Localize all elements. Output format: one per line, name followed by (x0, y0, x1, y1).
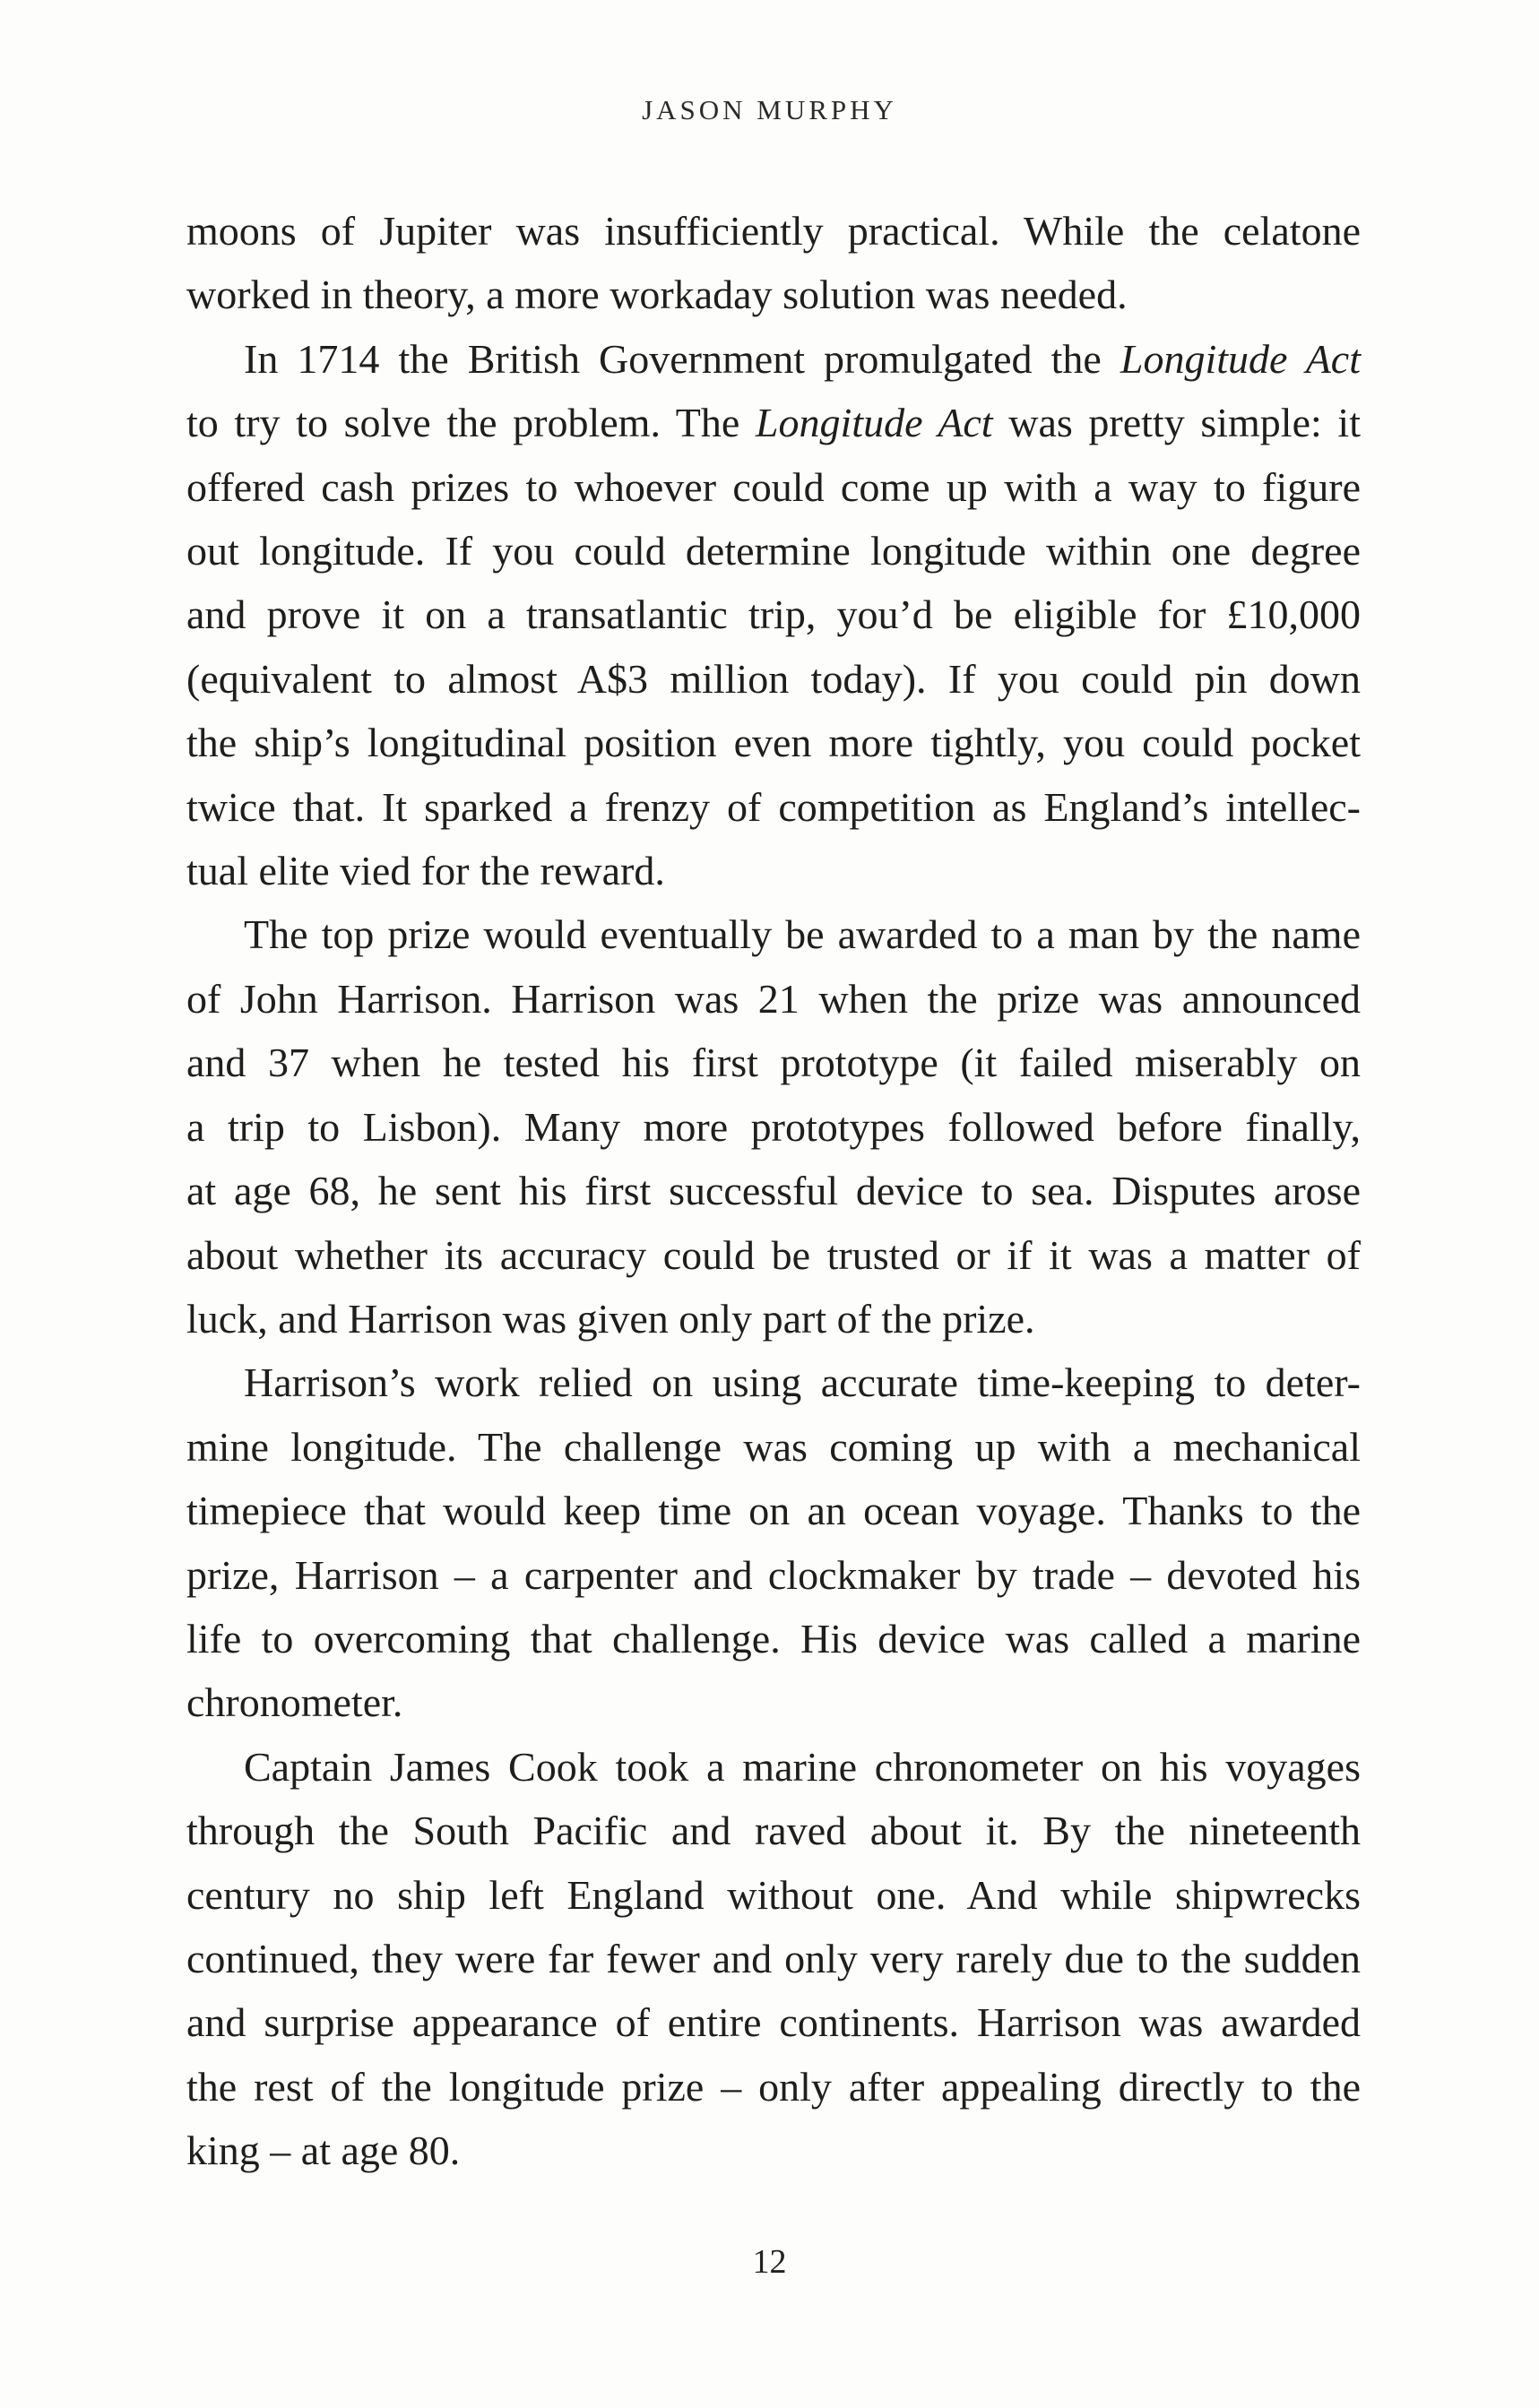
text-line: chronometer. (186, 1679, 403, 1726)
text-line: tual elite vied for the reward. (186, 848, 665, 894)
text-line (186, 327, 1361, 391)
text-line: worked in theory, a more workaday solution was needed. (186, 272, 1128, 318)
text-line: century no ship left England without one. And while shipwrecks (186, 1871, 1361, 1918)
text-line: Harrison’s work relied on using accurate time-keeping to deter- (244, 1359, 1361, 1406)
text-line: at age 68, he sent his first successful device to sea. Disputes arose (186, 1168, 1361, 1214)
text-line: king – at age 80. (186, 2127, 461, 2174)
text-line: and prove it on a transatlantic trip, you’d be eligible for £10,000 (186, 591, 1361, 638)
text-run: was pretty simple: it (992, 400, 1361, 446)
italic-title: Longitude Act (755, 400, 993, 446)
text-line: continued, they were far fewer and only very rarely due to the sudden (186, 1935, 1361, 1981)
page-number: 12 (752, 2243, 787, 2281)
text-line: The top prize would eventually be awarded to a man by the name (244, 911, 1361, 958)
text-line: prize, Harrison – a carpenter and clockmaker by trade – devoted his (186, 1551, 1361, 1598)
text-line: twice that. It sparked a frenzy of competition as England’s intellec- (186, 783, 1361, 830)
text-line: and surprise appearance of entire continents. Harrison was awarded (186, 1999, 1361, 2046)
text-line: through the South Pacific and raved about it. By the nineteenth (186, 1808, 1361, 1854)
body-text (186, 199, 1361, 2183)
text-line: and 37 when he tested his first prototype (it failed miserably on (186, 1040, 1361, 1086)
paragraph-2 (186, 327, 1361, 903)
paragraph-1 (186, 199, 1361, 327)
text-line: offered cash prizes to whoever could come up with a way to figure (186, 463, 1361, 510)
text-run: In 1714 the British Government promulgated the (244, 335, 1120, 382)
paragraph-4 (186, 1351, 1361, 1734)
text-line: a trip to Lisbon). Many more prototypes followed before finally, (186, 1103, 1361, 1150)
paragraph-5 (186, 1735, 1361, 2183)
text-line: luck, and Harrison was given only part of the prize. (186, 1295, 1035, 1342)
text-line: mine longitude. The challenge was coming up with a mechanical (186, 1423, 1361, 1470)
text-line: of John Harrison. Harrison was 21 when the prize was announced (186, 975, 1361, 1022)
running-header: JASON MURPHY (642, 94, 897, 125)
text-line: moons of Jupiter was insufficiently practical. While the celatone (186, 208, 1361, 254)
text-line: out longitude. If you could determine longitude within one degree (186, 528, 1361, 574)
text-line: life to overcoming that challenge. His device was called a marine (186, 1615, 1361, 1661)
italic-title: Longitude Act (1120, 335, 1361, 382)
text-line: about whether its accuracy could be trusted or if it was a matter of (186, 1231, 1361, 1278)
text-run: to try to solve the problem. The (186, 400, 756, 446)
text-line: (equivalent to almost A$3 million today). If you could pin down (186, 655, 1361, 702)
paragraph-3 (186, 902, 1361, 1351)
text-line: Captain James Cook took a marine chronometer on his voyages (244, 1743, 1361, 1790)
text-line: the rest of the longitude prize – only after appealing directly to the (186, 2063, 1361, 2110)
text-line: timepiece that would keep time on an ocean voyage. Thanks to the (186, 1488, 1361, 1534)
text-line (186, 391, 1361, 454)
text-line: the ship’s longitudinal position even more tightly, you could pocket (186, 720, 1361, 766)
